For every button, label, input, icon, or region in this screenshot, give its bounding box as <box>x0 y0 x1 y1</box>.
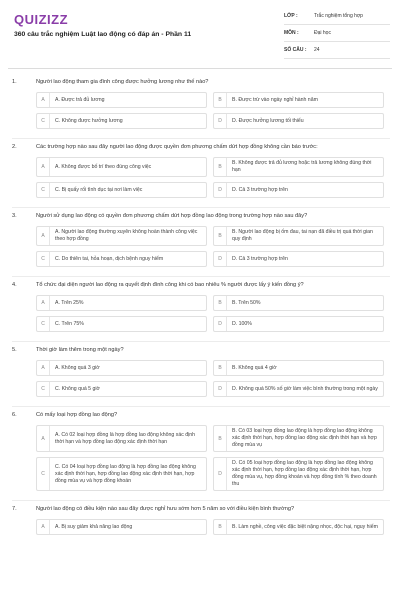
option-text: B. Không quá 4 giờ <box>232 364 277 371</box>
option-text: A. Người lao động thường xuyên không hoàn thành công việc theo hợp đồng <box>55 229 198 242</box>
option-text: D. Không quá 50% số giờ làm việc bình thường trong một ngày <box>232 385 378 392</box>
meta-key: SỐ CÂU : <box>284 47 307 53</box>
answer-options <box>36 226 390 272</box>
option-letter: B <box>214 361 227 375</box>
question-2 <box>12 139 390 207</box>
option-letter: B <box>214 426 227 451</box>
option-letter: C <box>37 317 50 331</box>
answer-option-a[interactable] <box>36 295 207 311</box>
answer-option-c[interactable] <box>36 113 207 129</box>
option-text: C. Do thiên tai, hỏa hoạn, dịch bệnh nguy hiểm <box>55 255 164 262</box>
option-letter: A <box>37 361 50 375</box>
option-text: D. Có 05 loại hợp đồng lao động là hợp đồng lao động không xác định thời hạn, hợp đồng lao động xác định thời hạn, hợp đồng mùa vụ, hợp đồng khoán và hợp đồng tính % theo doanh thu <box>232 460 377 487</box>
meta-value: 24 <box>314 47 320 53</box>
page-title: 360 câu trắc nghiệm Luật lao động có đáp án - Phần 11 <box>14 31 192 38</box>
answer-option-d[interactable] <box>213 251 384 267</box>
question-number: 2. <box>12 144 17 150</box>
option-letter: A <box>37 227 50 245</box>
option-text: A. Không quá 3 giờ <box>55 364 100 371</box>
option-text: B. Làm nghề, công việc đặc biệt nặng nhọc, độc hại, nguy hiểm <box>232 523 378 530</box>
option-text: A. Bị suy giảm khả năng lao động <box>55 523 133 530</box>
option-letter: D <box>214 382 227 396</box>
option-letter: C <box>37 458 50 490</box>
meta-row-subject <box>284 25 390 42</box>
option-text: D. Cả 3 trường hợp trên <box>232 255 288 262</box>
option-letter: B <box>214 93 227 107</box>
meta-key: LỚP : <box>284 13 298 19</box>
option-letter: C <box>37 382 50 396</box>
answer-option-b[interactable] <box>213 226 384 246</box>
option-text: B. Được trừ vào ngày nghỉ hành năm <box>232 96 318 103</box>
answer-option-d[interactable] <box>213 457 384 491</box>
answer-option-b[interactable] <box>213 157 384 177</box>
quizizz-logo: QUIZIZZ <box>14 12 69 27</box>
option-letter: D <box>214 183 227 197</box>
option-letter: C <box>37 252 50 266</box>
answer-option-c[interactable] <box>36 316 207 332</box>
answer-option-b[interactable] <box>213 295 384 311</box>
question-number: 7. <box>12 506 17 512</box>
answer-options <box>36 519 390 540</box>
answer-option-a[interactable] <box>36 519 207 535</box>
answer-option-d[interactable] <box>213 182 384 198</box>
question-list <box>0 74 400 544</box>
meta-row-class <box>284 8 390 25</box>
option-text: B. Trên 50% <box>232 299 261 306</box>
answer-option-a[interactable] <box>36 360 207 376</box>
answer-option-c[interactable] <box>36 182 207 198</box>
question-number: 6. <box>12 412 17 418</box>
answer-option-a[interactable] <box>36 157 207 177</box>
option-letter: A <box>37 520 50 534</box>
answer-option-a[interactable] <box>36 226 207 246</box>
question-text: Người sử dụng lao động có quyền đơn phương chấm dứt hợp đồng lao động trong trường hợp nào sau đây? <box>36 213 308 219</box>
option-letter: B <box>214 520 227 534</box>
option-text: C. Không được hưởng lương <box>55 117 123 124</box>
answer-options <box>36 92 390 134</box>
option-letter: B <box>214 158 227 176</box>
answer-option-b[interactable] <box>213 92 384 108</box>
answer-option-d[interactable] <box>213 316 384 332</box>
question-6 <box>12 407 390 500</box>
option-text: B. Có 03 loại hợp đồng lao động là hợp đồng lao động không xác định thời hạn, hợp đồng lao động xác định thời hạn và hợp đồng mùa vụ <box>232 428 377 448</box>
option-letter: D <box>214 317 227 331</box>
option-text: A. Trên 25% <box>55 299 84 306</box>
question-text: Các trường hợp nào sau đây người lao động được quyền đơn phương chấm dứt hợp đồng không cần báo trước: <box>36 144 318 150</box>
question-3 <box>12 208 390 276</box>
question-text: Thời giờ làm thêm trong một ngày? <box>36 347 124 353</box>
meta-row-count <box>284 42 390 59</box>
meta-value: Đại học <box>314 30 331 36</box>
option-letter: D <box>214 252 227 266</box>
answer-option-b[interactable] <box>213 519 384 535</box>
answer-option-b[interactable] <box>213 425 384 452</box>
answer-option-c[interactable] <box>36 381 207 397</box>
option-letter: A <box>37 296 50 310</box>
meta-value: Trắc nghiệm tổng hợp <box>314 13 363 19</box>
question-text: Người lao động có điều kiện nào sau đây được nghỉ hưu sớm hơn 5 năm so với điều kiện bình thường? <box>36 506 295 512</box>
answer-option-c[interactable] <box>36 251 207 267</box>
page-header <box>0 0 400 68</box>
question-5 <box>12 342 390 406</box>
question-4 <box>12 277 390 341</box>
option-text: B. Người lao động bị ốm đau, tai nạn đã điều trị quá thời gian quy định <box>232 229 373 242</box>
meta-panel <box>284 8 390 59</box>
answer-options <box>36 425 390 496</box>
answer-options <box>36 360 390 402</box>
option-letter: A <box>37 93 50 107</box>
answer-option-d[interactable] <box>213 381 384 397</box>
answer-option-c[interactable] <box>36 457 207 491</box>
option-letter: B <box>214 296 227 310</box>
option-letter: D <box>214 114 227 128</box>
option-letter: A <box>37 158 50 176</box>
option-text: B. Không được trả đủ lương hoặc trả lương không đúng thời hạn <box>232 160 372 173</box>
question-number: 5. <box>12 347 17 353</box>
answer-option-b[interactable] <box>213 360 384 376</box>
question-number: 4. <box>12 282 17 288</box>
question-text: Có mấy loại hợp đồng lao động? <box>36 412 118 418</box>
option-text: D. 100% <box>232 320 252 327</box>
answer-option-a[interactable] <box>36 425 207 452</box>
option-letter: A <box>37 426 50 451</box>
question-text: Người lao động tham gia đình công được hưởng lương như thế nào? <box>36 79 209 85</box>
question-7 <box>12 501 390 544</box>
answer-option-a[interactable] <box>36 92 207 108</box>
option-text: A. Được trả đủ lương <box>55 96 105 103</box>
option-text: C. Bị quấy rối tình dục tại nơi làm việc <box>55 186 143 193</box>
option-letter: D <box>214 458 227 490</box>
option-letter: C <box>37 114 50 128</box>
question-number: 1. <box>12 79 17 85</box>
meta-key: MÔN : <box>284 30 299 36</box>
option-text: C. Có 04 loại hợp đồng lao động là hợp đồng lao động không xác định thời hạn, hợp đồng lao động xác định thời hạn, hợp đồng mùa vụ và hợp đồng khoán <box>55 463 196 484</box>
option-text: A. Không được bố trí theo đúng công việc <box>55 163 152 170</box>
answer-options <box>36 295 390 337</box>
question-1 <box>12 74 390 138</box>
question-text: Tổ chức đại diện người lao động ra quyết định đình công khi có bao nhiêu % người được lấy ý kiến đồng ý? <box>36 282 304 288</box>
answer-option-d[interactable] <box>213 113 384 129</box>
question-number: 3. <box>12 213 17 219</box>
option-text: C. Trên 75% <box>55 320 84 327</box>
option-text: A. Có 02 loại hợp đồng là hợp đồng lao động không xác định thời hạn và hợp đồng lao động xác định thời hạn <box>55 431 196 445</box>
option-letter: B <box>214 227 227 245</box>
header-divider <box>8 68 392 69</box>
option-text: C. Không quá 5 giờ <box>55 385 100 392</box>
option-letter: C <box>37 183 50 197</box>
option-text: D. Được hưởng lương tối thiểu <box>232 117 304 124</box>
answer-options <box>36 157 390 203</box>
option-text: D. Cả 3 trường hợp trên <box>232 186 288 193</box>
